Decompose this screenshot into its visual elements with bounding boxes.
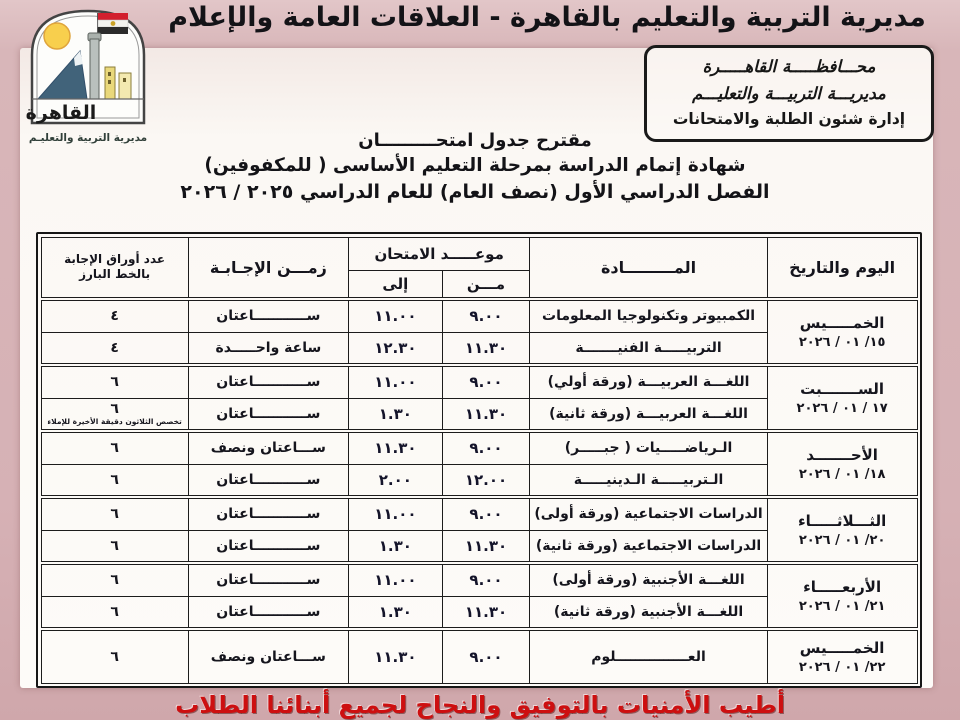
header-exam-time: موعـــــد الامتحان [349, 237, 530, 270]
sheets-count-cell: ٦ [41, 497, 188, 530]
day-date-cell: الثـــلاثـــــاء ٢٠/ ٠١ / ٢٠٢٦ [767, 497, 917, 563]
footer-wishes: أطيب الأمنيات بالتوفيق والنجاح لجميع أبنائنا الطلاب [175, 691, 785, 719]
time-from-cell: ٩.٠٠ [442, 431, 530, 464]
subject-cell: الـرياضـــــيات ( جبـــــر) [530, 431, 767, 464]
time-to-cell: ١.٣٠ [349, 596, 443, 629]
sheets-count-cell: ٦ [41, 629, 188, 683]
sheets-count-cell: ٦ [41, 464, 188, 497]
header-subject: المـــــــــادة [530, 237, 767, 299]
subject-cell: التربيـــــة الفنيـــــــة [530, 332, 767, 365]
duration-cell: ســـاعتان ونصف [188, 629, 348, 683]
doc-title-line1: مقترح جدول امتحـــــــــان [358, 130, 592, 151]
time-to-cell: ١١.٠٠ [349, 365, 443, 398]
exam-table-body [41, 299, 917, 683]
exam-schedule-frame [36, 232, 922, 688]
time-to-cell: ١.٣٠ [349, 398, 443, 431]
header-day-date: اليوم والتاريخ [767, 237, 917, 299]
time-from-cell: ٩.٠٠ [442, 497, 530, 530]
sheets-count-cell: ٦ تخصص الثلاثون دقيقة الأخيرة للإملاء [41, 398, 188, 431]
sheets-count-cell: ٤ [41, 332, 188, 365]
time-from-cell: ١١.٣٠ [442, 332, 530, 365]
stamp-administration: إدارة شئون الطلبة والامتحانات [672, 110, 906, 128]
day-date-cell: الأربعـــــاء ٢١/ ٠١ / ٢٠٢٦ [767, 563, 917, 629]
time-to-cell: ١١.٣٠ [349, 431, 443, 464]
sheets-count-cell: ٦ [41, 596, 188, 629]
cairo-logo-icon [24, 3, 152, 127]
time-from-cell: ١١.٣٠ [442, 398, 530, 431]
duration-cell: ســـــــــــاعتان [188, 299, 348, 332]
duration-cell: ساعة واحـــــدة [188, 332, 348, 365]
duration-cell: ســـــــــــاعتان [188, 398, 348, 431]
duration-cell: ســـــــــــاعتان [188, 464, 348, 497]
time-to-cell: ١١.٠٠ [349, 299, 443, 332]
stamp-directorate: مديريـــة التربيـــة والتعليـــم [692, 84, 886, 103]
duration-cell: ســـــــــــاعتان [188, 530, 348, 563]
doc-title-line2: شهادة إتمام الدراسة بمرحلة التعليم الأساسى ( للمكفوفين) [204, 155, 746, 176]
subject-cell: الكمبيوتر وتكنولوجيا المعلومات [530, 299, 767, 332]
day-date-cell: الســـــــبت ١٧ / ٠١ / ٢٠٢٦ [767, 365, 917, 431]
logo-caption: مديرية التربية والتعليـم [28, 132, 148, 144]
day-date-cell: الأحـــــــد ١٨/ ٠١ / ٢٠٢٦ [767, 431, 917, 497]
logo-city-label: القاهرة [25, 102, 97, 124]
subject-cell: الـتربيـــــة الـدينيـــــة [530, 464, 767, 497]
time-to-cell: ١.٣٠ [349, 530, 443, 563]
page-title: مديرية التربية والتعليم بالقاهرة - العلاقات العامة والإعلام [168, 2, 926, 33]
cairo-tower-icon [90, 39, 99, 99]
duration-cell: ســـــــــــاعتان [188, 596, 348, 629]
duration-cell: ســـاعتان ونصف [188, 431, 348, 464]
official-stamp [644, 45, 934, 142]
time-from-cell: ٩.٠٠ [442, 365, 530, 398]
sheets-count-cell: ٦ [41, 563, 188, 596]
time-to-cell: ١١.٣٠ [349, 629, 443, 683]
header-answer-sheets-line1: عدد أوراق الإجابة [64, 252, 166, 267]
exam-schedule-table [41, 237, 918, 684]
egypt-flag-icon [98, 13, 128, 34]
stamp-governorate: محـــافظـــــة القاهـــــرة [702, 57, 876, 76]
sheets-count-cell: ٦ [41, 365, 188, 398]
subject-cell: اللغـــة العربيـــة (ورقة أولي) [530, 365, 767, 398]
duration-cell: ســـــــــــاعتان [188, 497, 348, 530]
duration-cell: ســـــــــــاعتان [188, 563, 348, 596]
subject-cell: اللغـــة الأجنبية (ورقة أولى) [530, 563, 767, 596]
subject-cell: اللغـــة العربيـــة (ورقة ثانية) [530, 398, 767, 431]
header-duration: زمـــن الإجـابـة [188, 237, 348, 299]
directorate-logo [22, 3, 154, 144]
time-from-cell: ٩.٠٠ [442, 563, 530, 596]
header-to: إلى [349, 270, 443, 299]
subject-cell: العـــــــــــــــلوم [530, 629, 767, 683]
subject-cell: الدراسات الاجتماعية (ورقة ثانية) [530, 530, 767, 563]
time-from-cell: ٩.٠٠ [442, 299, 530, 332]
time-from-cell: ١١.٣٠ [442, 530, 530, 563]
subject-cell: اللغـــة الأجنبية (ورقة ثانية) [530, 596, 767, 629]
header-answer-sheets-line2: بالخط البارز [79, 267, 151, 282]
day-date-cell: الخمـــــيس ٢٢/ ٠١ / ٢٠٢٦ [767, 629, 917, 683]
sheets-count-cell: ٦ [41, 431, 188, 464]
sun-icon [44, 23, 70, 49]
time-to-cell: ١١.٠٠ [349, 563, 443, 596]
time-from-cell: ١١.٣٠ [442, 596, 530, 629]
time-to-cell: ٢.٠٠ [349, 464, 443, 497]
sheets-count-cell: ٦ [41, 530, 188, 563]
subject-cell: الدراسات الاجتماعية (ورقة أولى) [530, 497, 767, 530]
time-from-cell: ٩.٠٠ [442, 629, 530, 683]
day-date-cell: الخمـــــيس ١٥/ ٠١ / ٢٠٢٦ [767, 299, 917, 365]
header-answer-sheets [41, 237, 188, 299]
sheets-count-cell: ٤ [41, 299, 188, 332]
time-from-cell: ١٢.٠٠ [442, 464, 530, 497]
duration-cell: ســـــــــــاعتان [188, 365, 348, 398]
time-to-cell: ١٢.٣٠ [349, 332, 443, 365]
time-to-cell: ١١.٠٠ [349, 497, 443, 530]
doc-title-line3: الفصل الدراسي الأول (نصف العام) للعام الدراسي ٢٠٢٥ / ٢٠٢٦ [180, 181, 770, 203]
header-from: مـــن [442, 270, 530, 299]
